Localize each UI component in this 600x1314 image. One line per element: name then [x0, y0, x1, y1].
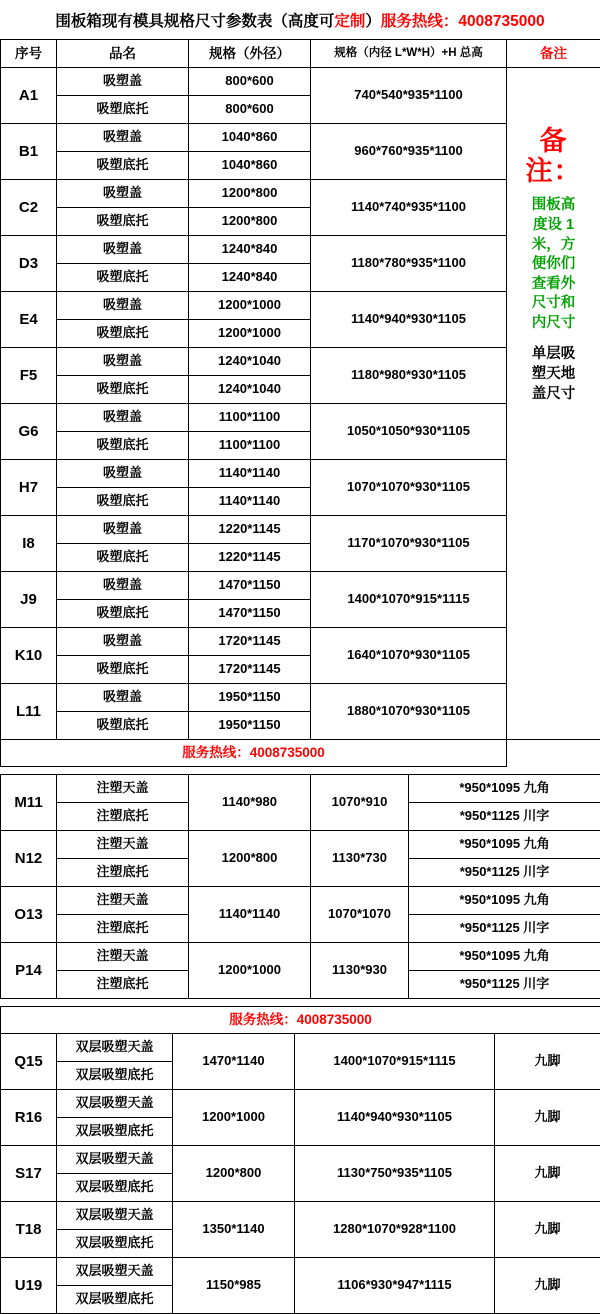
cell-product-name: 双层吸塑天盖: [57, 1258, 173, 1286]
cell-product-name: 双层吸塑天盖: [57, 1034, 173, 1062]
cell-foot-type: 九脚: [495, 1034, 600, 1090]
cell-note: *950*1125 川字: [409, 915, 600, 943]
cell-seq: K10: [1, 628, 57, 684]
cell-seq: B1: [1, 124, 57, 180]
cell-seq: C2: [1, 180, 57, 236]
cell-outer-size: 1240*1040: [189, 348, 311, 376]
table-row: [1, 1202, 600, 1230]
cell-foot-type: 九脚: [495, 1258, 600, 1314]
cell-product-name: 吸塑底托: [57, 320, 189, 348]
cell-remark-panel: 备 注： 围板高 度设 1 米，方 便你们 查看外 尺寸和 内尺寸 单层吸 塑天地 盖尺寸: [507, 68, 600, 740]
cell-outer-size: 1200*800: [189, 180, 311, 208]
hotline-row: [1, 1007, 600, 1034]
table-row: [1, 1146, 600, 1174]
cell-seq: H7: [1, 460, 57, 516]
cell-outer-size: 1470*1150: [189, 572, 311, 600]
cell-product-name: 双层吸塑天盖: [57, 1146, 173, 1174]
cell-outer-size: 1200*800: [189, 831, 311, 887]
cell-product-name: 吸塑盖: [57, 292, 189, 320]
header-remark: 备注: [507, 40, 600, 68]
cell-inner-size: 1170*1070*930*1105: [311, 516, 507, 572]
header-outer: 规格（外径）: [189, 40, 311, 68]
table-row: [1, 831, 600, 859]
cell-seq: R16: [1, 1090, 57, 1146]
cell-product-name: 吸塑盖: [57, 236, 189, 264]
cell-product-name: 注塑天盖: [57, 887, 189, 915]
cell-outer-size: 1950*1150: [189, 712, 311, 740]
cell-inner-size: 1070*910: [311, 775, 409, 831]
cell-inner-size: 1050*1050*930*1105: [311, 404, 507, 460]
cell-product-name: 吸塑底托: [57, 208, 189, 236]
cell-product-name: 吸塑底托: [57, 544, 189, 572]
table-row: [1, 887, 600, 915]
cell-inner-size: 1130*730: [311, 831, 409, 887]
cell-product-name: 吸塑盖: [57, 572, 189, 600]
cell-product-name: 双层吸塑底托: [57, 1062, 173, 1090]
cell-outer-size: 1470*1150: [189, 600, 311, 628]
header-name: 品名: [57, 40, 189, 68]
cell-seq: G6: [1, 404, 57, 460]
cell-seq: Q15: [1, 1034, 57, 1090]
hotline-text: 服务热线：4008735000: [1, 740, 507, 767]
cell-product-name: 双层吸塑底托: [57, 1230, 173, 1258]
cell-outer-size: 1950*1150: [189, 684, 311, 712]
cell-outer-size: 1200*1000: [173, 1090, 295, 1146]
cell-note: *950*1125 川字: [409, 859, 600, 887]
cell-product-name: 吸塑底托: [57, 488, 189, 516]
cell-seq: N12: [1, 831, 57, 887]
title-part1: 围板箱现有模具规格尺寸参数表（高度可: [55, 13, 334, 30]
cell-seq: M11: [1, 775, 57, 831]
cell-outer-size: 1140*1140: [189, 887, 311, 943]
cell-outer-size: 1100*1100: [189, 404, 311, 432]
cell-product-name: 注塑底托: [57, 803, 189, 831]
header-inner: 规格（内径 L*W*H）+H 总高: [311, 40, 507, 68]
cell-product-name: 吸塑底托: [57, 152, 189, 180]
cell-seq: D3: [1, 236, 57, 292]
cell-product-name: 双层吸塑天盖: [57, 1090, 173, 1118]
cell-seq: U19: [1, 1258, 57, 1314]
cell-product-name: 吸塑盖: [57, 516, 189, 544]
cell-product-name: 吸塑盖: [57, 628, 189, 656]
cell-product-name: 吸塑盖: [57, 180, 189, 208]
cell-product-name: 吸塑底托: [57, 600, 189, 628]
cell-product-name: 吸塑盖: [57, 124, 189, 152]
cell-product-name: 吸塑盖: [57, 684, 189, 712]
cell-product-name: 吸塑底托: [57, 376, 189, 404]
cell-foot-type: 九脚: [495, 1090, 600, 1146]
cell-inner-size: 1130*750*935*1105: [295, 1146, 495, 1202]
cell-product-name: 吸塑盖: [57, 460, 189, 488]
cell-outer-size: 1200*1000: [189, 943, 311, 999]
cell-seq: P14: [1, 943, 57, 999]
cell-product-name: 双层吸塑底托: [57, 1118, 173, 1146]
hotline-text: 服务热线：4008735000: [1, 1007, 600, 1034]
cell-outer-size: 1350*1140: [173, 1202, 295, 1258]
cell-product-name: 吸塑底托: [57, 656, 189, 684]
cell-inner-size: 1106*930*947*1115: [295, 1258, 495, 1314]
cell-product-name: 吸塑底托: [57, 432, 189, 460]
page-title: [0, 0, 600, 39]
spec-table-double: [0, 999, 600, 1314]
cell-seq: O13: [1, 887, 57, 943]
cell-product-name: 吸塑底托: [57, 96, 189, 124]
cell-outer-size: 1220*1145: [189, 516, 311, 544]
cell-inner-size: 1140*740*935*1100: [311, 180, 507, 236]
cell-inner-size: 1180*980*930*1105: [311, 348, 507, 404]
cell-outer-size: 1040*860: [189, 152, 311, 180]
cell-outer-size: 800*600: [189, 96, 311, 124]
title-part2: ）: [365, 13, 381, 30]
cell-inner-size: 1400*1070*915*1115: [295, 1034, 495, 1090]
cell-outer-size: 1720*1145: [189, 656, 311, 684]
cell-inner-size: 1070*1070: [311, 887, 409, 943]
cell-outer-size: 1240*840: [189, 236, 311, 264]
cell-inner-size: 1140*940*930*1105: [311, 292, 507, 348]
cell-foot-type: 九脚: [495, 1146, 600, 1202]
cell-inner-size: 1180*780*935*1100: [311, 236, 507, 292]
cell-foot-type: 九脚: [495, 1202, 600, 1258]
cell-product-name: 吸塑盖: [57, 348, 189, 376]
cell-inner-size: 1880*1070*930*1105: [311, 684, 507, 740]
cell-seq: T18: [1, 1202, 57, 1258]
cell-outer-size: 1200*1000: [189, 320, 311, 348]
cell-note: *950*1095 九角: [409, 831, 600, 859]
spacer-cell: [1, 767, 600, 775]
table-row: [1, 1258, 600, 1286]
cell-seq: J9: [1, 572, 57, 628]
cell-seq: A1: [1, 68, 57, 124]
cell-outer-size: 1200*1000: [189, 292, 311, 320]
cell-seq: L11: [1, 684, 57, 740]
cell-outer-size: 1240*840: [189, 264, 311, 292]
cell-product-name: 注塑天盖: [57, 943, 189, 971]
cell-inner-size: 1280*1070*928*1100: [295, 1202, 495, 1258]
cell-note: *950*1125 川字: [409, 971, 600, 999]
hotline-row: [1, 740, 600, 767]
cell-seq: F5: [1, 348, 57, 404]
cell-product-name: 注塑底托: [57, 915, 189, 943]
cell-outer-size: 1140*1140: [189, 488, 311, 516]
cell-product-name: 吸塑盖: [57, 404, 189, 432]
cell-product-name: 双层吸塑底托: [57, 1174, 173, 1202]
cell-outer-size: 1720*1145: [189, 628, 311, 656]
cell-product-name: 注塑天盖: [57, 831, 189, 859]
cell-inner-size: 1140*940*930*1105: [295, 1090, 495, 1146]
cell-note: *950*1095 九角: [409, 943, 600, 971]
cell-outer-size: 1100*1100: [189, 432, 311, 460]
cell-inner-size: 960*760*935*1100: [311, 124, 507, 180]
cell-inner-size: 1130*930: [311, 943, 409, 999]
cell-seq: I8: [1, 516, 57, 572]
table-row: [1, 1034, 600, 1062]
cell-outer-size: 1470*1140: [173, 1034, 295, 1090]
cell-outer-size: 1200*800: [189, 208, 311, 236]
cell-outer-size: 1240*1040: [189, 376, 311, 404]
title-highlight-custom: 定制: [334, 13, 365, 30]
cell-product-name: 吸塑底托: [57, 264, 189, 292]
cell-outer-size: 1040*860: [189, 124, 311, 152]
cell-product-name: 注塑底托: [57, 859, 189, 887]
cell-outer-size: 1140*980: [189, 775, 311, 831]
cell-outer-size: 800*600: [189, 68, 311, 96]
spec-table-main: [0, 39, 600, 767]
cell-product-name: 注塑底托: [57, 971, 189, 999]
cell-inner-size: 1070*1070*930*1105: [311, 460, 507, 516]
cell-note: *950*1125 川字: [409, 803, 600, 831]
table-row: [1, 943, 600, 971]
table-row: [1, 68, 600, 96]
title-hotline: 服务热线：4008735000: [381, 13, 545, 30]
cell-outer-size: 1200*800: [173, 1146, 295, 1202]
cell-note: *950*1095 九角: [409, 887, 600, 915]
cell-product-name: 吸塑盖: [57, 68, 189, 96]
cell-inner-size: 1400*1070*915*1115: [311, 572, 507, 628]
cell-seq: E4: [1, 292, 57, 348]
table-row: [1, 775, 600, 803]
cell-product-name: 注塑天盖: [57, 775, 189, 803]
spacer-cell: [1, 999, 600, 1007]
cell-inner-size: 1640*1070*930*1105: [311, 628, 507, 684]
cell-outer-size: 1140*1140: [189, 460, 311, 488]
section-spacer: [1, 767, 600, 775]
table-row: [1, 1090, 600, 1118]
cell-product-name: 吸塑底托: [57, 712, 189, 740]
table-header-row: [1, 40, 600, 68]
cell-outer-size: 1220*1145: [189, 544, 311, 572]
section-spacer: [1, 999, 600, 1007]
cell-product-name: 双层吸塑天盖: [57, 1202, 173, 1230]
cell-outer-size: 1150*985: [173, 1258, 295, 1314]
cell-inner-size: 740*540*935*1100: [311, 68, 507, 124]
spec-table-injection: [0, 767, 600, 999]
header-seq: 序号: [1, 40, 57, 68]
cell-product-name: 双层吸塑底托: [57, 1286, 173, 1314]
cell-seq: S17: [1, 1146, 57, 1202]
cell-note: *950*1095 九角: [409, 775, 600, 803]
